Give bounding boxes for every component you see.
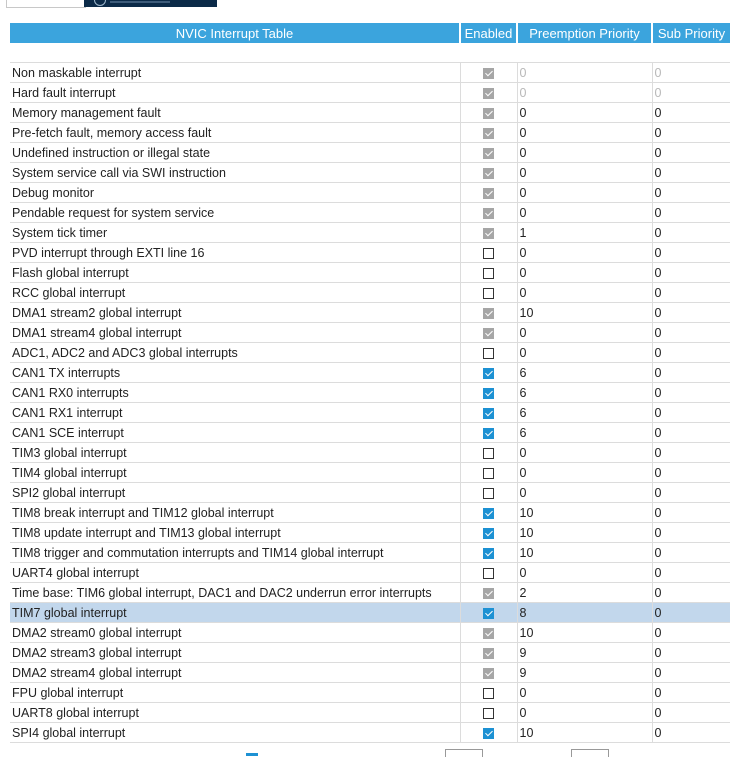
sub-priority-value[interactable]: 0 xyxy=(652,523,730,543)
interrupt-name: Flash global interrupt xyxy=(10,263,460,283)
table-row[interactable] xyxy=(10,223,730,243)
interrupt-name: DMA2 stream3 global interrupt xyxy=(10,643,460,663)
enabled-checkbox xyxy=(483,628,494,639)
interrupt-name: DMA2 stream0 global interrupt xyxy=(10,623,460,643)
sub-priority-value[interactable]: 0 xyxy=(652,223,730,243)
preemption-priority-value[interactable]: 9 xyxy=(517,643,652,663)
interrupt-name: FPU global interrupt xyxy=(10,683,460,703)
enabled-cell xyxy=(460,343,517,363)
sub-priority-value[interactable]: 0 xyxy=(652,703,730,723)
enabled-checkbox[interactable] xyxy=(483,348,494,359)
enabled-cell xyxy=(460,563,517,583)
sub-priority-value: 0 xyxy=(652,63,730,83)
interrupt-name: RCC global interrupt xyxy=(10,283,460,303)
table-row[interactable] xyxy=(10,243,730,263)
table-row[interactable] xyxy=(10,103,730,123)
sub-priority-value[interactable]: 0 xyxy=(652,203,730,223)
enabled-cell xyxy=(460,363,517,383)
preemption-priority-value[interactable]: 0 xyxy=(517,463,652,483)
enabled-cell xyxy=(460,223,517,243)
interrupt-name: System tick timer xyxy=(10,223,460,243)
enabled-checkbox[interactable] xyxy=(483,248,494,259)
preemption-priority-value[interactable]: 0 xyxy=(517,283,652,303)
sub-priority-value[interactable]: 0 xyxy=(652,723,730,743)
table-row[interactable] xyxy=(10,163,730,183)
sub-priority-value[interactable]: 0 xyxy=(652,363,730,383)
preemption-priority-value[interactable]: 0 xyxy=(517,123,652,143)
column-header-preemption[interactable]: Preemption Priority xyxy=(517,23,652,43)
interrupt-name: System service call via SWI instruction xyxy=(10,163,460,183)
sub-priority-value[interactable]: 0 xyxy=(652,423,730,443)
table-row[interactable] xyxy=(10,423,730,443)
enabled-cell xyxy=(460,423,517,443)
table-row[interactable] xyxy=(10,63,730,83)
enabled-checkbox[interactable] xyxy=(483,368,494,379)
sub-priority-value[interactable]: 0 xyxy=(652,183,730,203)
column-header-name[interactable]: NVIC Interrupt Table xyxy=(10,23,460,43)
preemption-priority-value[interactable]: 0 xyxy=(517,483,652,503)
preemption-priority-value[interactable]: 0 xyxy=(517,243,652,263)
enabled-checkbox[interactable] xyxy=(483,428,494,439)
preemption-priority-value: 0 xyxy=(517,63,652,83)
preemption-priority-value[interactable]: 6 xyxy=(517,403,652,423)
enabled-cell xyxy=(460,203,517,223)
table-row[interactable] xyxy=(10,83,730,103)
interrupt-name: TIM8 trigger and commutation interrupts and TIM14 global interrupt xyxy=(10,543,460,563)
table-row[interactable] xyxy=(10,503,730,523)
enabled-checkbox[interactable] xyxy=(483,528,494,539)
enabled-cell xyxy=(460,403,517,423)
table-row[interactable] xyxy=(10,603,730,623)
interrupt-name: Undefined instruction or illegal state xyxy=(10,143,460,163)
interrupt-name: Pendable request for system service xyxy=(10,203,460,223)
sub-priority-value[interactable]: 0 xyxy=(652,483,730,503)
preemption-priority-value[interactable]: 10 xyxy=(517,503,652,523)
sub-priority-value[interactable]: 0 xyxy=(652,443,730,463)
table-row[interactable] xyxy=(10,563,730,583)
sub-priority-value[interactable]: 0 xyxy=(652,563,730,583)
enabled-checkbox[interactable] xyxy=(483,288,494,299)
preemption-priority-value[interactable]: 10 xyxy=(517,723,652,743)
table-row[interactable] xyxy=(10,463,730,483)
sub-priority-value[interactable]: 0 xyxy=(652,503,730,523)
table-header-row xyxy=(10,23,730,43)
enabled-checkbox[interactable] xyxy=(483,708,494,719)
enabled-cell xyxy=(460,703,517,723)
preemption-priority-value[interactable]: 0 xyxy=(517,323,652,343)
enabled-cell xyxy=(460,483,517,503)
enabled-checkbox[interactable] xyxy=(483,468,494,479)
bottom-controls xyxy=(0,742,730,756)
interrupt-name: CAN1 TX interrupts xyxy=(10,363,460,383)
sub-priority-value[interactable]: 0 xyxy=(652,583,730,603)
preemption-priority-value[interactable]: 0 xyxy=(517,443,652,463)
interrupt-name: UART8 global interrupt xyxy=(10,703,460,723)
enabled-cell xyxy=(460,103,517,123)
table-row[interactable] xyxy=(10,363,730,383)
sub-priority-value[interactable]: 0 xyxy=(652,163,730,183)
sub-priority-value[interactable]: 0 xyxy=(652,603,730,623)
table-row[interactable] xyxy=(10,443,730,463)
interrupt-name: CAN1 RX0 interrupts xyxy=(10,383,460,403)
enabled-checkbox xyxy=(483,108,494,119)
enabled-cell xyxy=(460,383,517,403)
table-row[interactable] xyxy=(10,723,730,743)
sub-priority-value[interactable]: 0 xyxy=(652,323,730,343)
enabled-cell xyxy=(460,163,517,183)
nvic-interrupt-table xyxy=(10,23,730,743)
table-row[interactable] xyxy=(10,143,730,163)
sub-priority-value[interactable]: 0 xyxy=(652,383,730,403)
interrupt-name: DMA2 stream4 global interrupt xyxy=(10,663,460,683)
preemption-priority-value[interactable]: 8 xyxy=(517,603,652,623)
tab-active[interactable] xyxy=(6,0,86,8)
enabled-checkbox xyxy=(483,208,494,219)
table-row[interactable] xyxy=(10,123,730,143)
sub-priority-value[interactable]: 0 xyxy=(652,243,730,263)
preemption-priority-value[interactable]: 0 xyxy=(517,143,652,163)
preemption-priority-value[interactable]: 2 xyxy=(517,583,652,603)
tab-icon xyxy=(94,0,106,6)
preemption-priority-value[interactable]: 10 xyxy=(517,543,652,563)
sub-priority-value[interactable]: 0 xyxy=(652,543,730,563)
sub-priority-value[interactable]: 0 xyxy=(652,343,730,363)
interrupt-name: Hard fault interrupt xyxy=(10,83,460,103)
enabled-cell xyxy=(460,283,517,303)
interrupt-name: TIM8 break interrupt and TIM12 global interrupt xyxy=(10,503,460,523)
interrupt-name: SPI2 global interrupt xyxy=(10,483,460,503)
sub-priority-value[interactable]: 0 xyxy=(652,303,730,323)
tab-label-fragment xyxy=(110,1,170,3)
interrupt-name: Debug monitor xyxy=(10,183,460,203)
enabled-cell xyxy=(460,143,517,163)
enabled-checkbox[interactable] xyxy=(483,408,494,419)
sub-priority-value[interactable]: 0 xyxy=(652,143,730,163)
enabled-checkbox xyxy=(483,328,494,339)
interrupt-name: TIM7 global interrupt xyxy=(10,603,460,623)
enabled-checkbox[interactable] xyxy=(483,488,494,499)
preemption-priority-value[interactable]: 0 xyxy=(517,203,652,223)
enabled-checkbox xyxy=(483,148,494,159)
enabled-cell xyxy=(460,503,517,523)
enabled-checkbox xyxy=(483,128,494,139)
column-header-sub[interactable]: Sub Priority xyxy=(652,23,730,43)
preemption-priority-value[interactable]: 6 xyxy=(517,423,652,443)
enabled-cell xyxy=(460,443,517,463)
enabled-checkbox xyxy=(483,188,494,199)
preemption-priority-value[interactable]: 0 xyxy=(517,103,652,123)
table-row[interactable] xyxy=(10,483,730,503)
enabled-cell xyxy=(460,683,517,703)
table-row[interactable] xyxy=(10,303,730,323)
interrupt-name: Non maskable interrupt xyxy=(10,63,460,83)
enabled-checkbox[interactable] xyxy=(483,568,494,579)
enabled-cell xyxy=(460,83,517,103)
enabled-checkbox xyxy=(483,308,494,319)
interrupt-name: UART4 global interrupt xyxy=(10,563,460,583)
table-row[interactable] xyxy=(10,183,730,203)
table-row[interactable] xyxy=(10,703,730,723)
table-row[interactable] xyxy=(10,283,730,303)
table-row[interactable] xyxy=(10,203,730,223)
enabled-checkbox xyxy=(483,668,494,679)
interrupt-name: Memory management fault xyxy=(10,103,460,123)
enabled-cell xyxy=(460,183,517,203)
enabled-checkbox xyxy=(483,228,494,239)
enabled-checkbox xyxy=(483,588,494,599)
enabled-checkbox xyxy=(483,648,494,659)
preemption-priority-value[interactable]: 0 xyxy=(517,343,652,363)
preemption-priority-value[interactable]: 10 xyxy=(517,303,652,323)
preemption-priority-value[interactable]: 0 xyxy=(517,563,652,583)
table-row[interactable] xyxy=(10,643,730,663)
table-row[interactable] xyxy=(10,263,730,283)
enabled-cell xyxy=(460,123,517,143)
enabled-cell xyxy=(460,463,517,483)
interrupt-name: CAN1 SCE interrupt xyxy=(10,423,460,443)
enabled-checkbox[interactable] xyxy=(483,728,494,739)
preemption-priority-value: 0 xyxy=(517,83,652,103)
enabled-checkbox[interactable] xyxy=(483,508,494,519)
enabled-checkbox[interactable] xyxy=(483,388,494,399)
sub-priority-value[interactable]: 0 xyxy=(652,403,730,423)
preemption-priority-value[interactable]: 9 xyxy=(517,663,652,683)
preemption-priority-value[interactable]: 6 xyxy=(517,363,652,383)
enabled-cell xyxy=(460,583,517,603)
preemption-priority-value[interactable]: 0 xyxy=(517,683,652,703)
enabled-checkbox xyxy=(483,88,494,99)
enabled-checkbox xyxy=(483,68,494,79)
enabled-cell xyxy=(460,723,517,743)
sub-priority-value[interactable]: 0 xyxy=(652,663,730,683)
table-row[interactable] xyxy=(10,583,730,603)
preemption-priority-value[interactable]: 0 xyxy=(517,183,652,203)
enabled-cell xyxy=(460,643,517,663)
table-row[interactable] xyxy=(10,543,730,563)
enabled-checkbox[interactable] xyxy=(483,688,494,699)
column-header-enabled[interactable]: Enabled xyxy=(460,23,517,43)
interrupt-name: DMA1 stream2 global interrupt xyxy=(10,303,460,323)
sub-priority-value[interactable]: 0 xyxy=(652,103,730,123)
interrupt-name: TIM3 global interrupt xyxy=(10,443,460,463)
interrupt-name: Pre-fetch fault, memory access fault xyxy=(10,123,460,143)
enabled-checkbox[interactable] xyxy=(483,608,494,619)
enabled-cell xyxy=(460,623,517,643)
table-row[interactable] xyxy=(10,623,730,643)
enabled-cell xyxy=(460,303,517,323)
sub-priority-value[interactable]: 0 xyxy=(652,623,730,643)
preemption-priority-value[interactable]: 0 xyxy=(517,263,652,283)
table-row[interactable] xyxy=(10,323,730,343)
enabled-checkbox[interactable] xyxy=(483,268,494,279)
preemption-priority-value[interactable]: 10 xyxy=(517,623,652,643)
table-row[interactable] xyxy=(10,383,730,403)
sub-priority-value[interactable]: 0 xyxy=(652,683,730,703)
preemption-priority-value[interactable]: 1 xyxy=(517,223,652,243)
interrupt-name: ADC1, ADC2 and ADC3 global interrupts xyxy=(10,343,460,363)
enabled-cell xyxy=(460,263,517,283)
enabled-cell xyxy=(460,663,517,683)
tab-dark[interactable] xyxy=(84,0,217,7)
sub-priority-value[interactable]: 0 xyxy=(652,123,730,143)
table-row[interactable] xyxy=(10,523,730,543)
table-row[interactable] xyxy=(10,403,730,423)
interrupt-name: CAN1 RX1 interrupt xyxy=(10,403,460,423)
sub-priority-value[interactable]: 0 xyxy=(652,463,730,483)
sub-priority-value: 0 xyxy=(652,83,730,103)
enabled-cell xyxy=(460,603,517,623)
preemption-priority-value[interactable]: 6 xyxy=(517,383,652,403)
preemption-priority-value[interactable]: 10 xyxy=(517,523,652,543)
enabled-cell xyxy=(460,543,517,563)
enabled-checkbox[interactable] xyxy=(483,448,494,459)
interrupt-name: PVD interrupt through EXTI line 16 xyxy=(10,243,460,263)
preemption-priority-value[interactable]: 0 xyxy=(517,163,652,183)
sub-priority-value[interactable]: 0 xyxy=(652,263,730,283)
preemption-priority-value[interactable]: 0 xyxy=(517,703,652,723)
enabled-cell xyxy=(460,323,517,343)
sub-priority-value[interactable]: 0 xyxy=(652,283,730,303)
interrupt-name: DMA1 stream4 global interrupt xyxy=(10,323,460,343)
table-row[interactable] xyxy=(10,663,730,683)
table-row[interactable] xyxy=(10,683,730,703)
enabled-cell xyxy=(460,243,517,263)
enabled-checkbox xyxy=(483,168,494,179)
enabled-cell xyxy=(460,63,517,83)
table-row[interactable] xyxy=(10,343,730,363)
sub-priority-value[interactable]: 0 xyxy=(652,643,730,663)
enabled-cell xyxy=(460,523,517,543)
interrupt-name: Time base: TIM6 global interrupt, DAC1 and DAC2 underrun error interrupts xyxy=(10,583,460,603)
interrupt-name: TIM4 global interrupt xyxy=(10,463,460,483)
enabled-checkbox[interactable] xyxy=(483,548,494,559)
top-tab-strip xyxy=(0,0,730,10)
interrupt-name: SPI4 global interrupt xyxy=(10,723,460,743)
interrupt-name: TIM8 update interrupt and TIM13 global interrupt xyxy=(10,523,460,543)
